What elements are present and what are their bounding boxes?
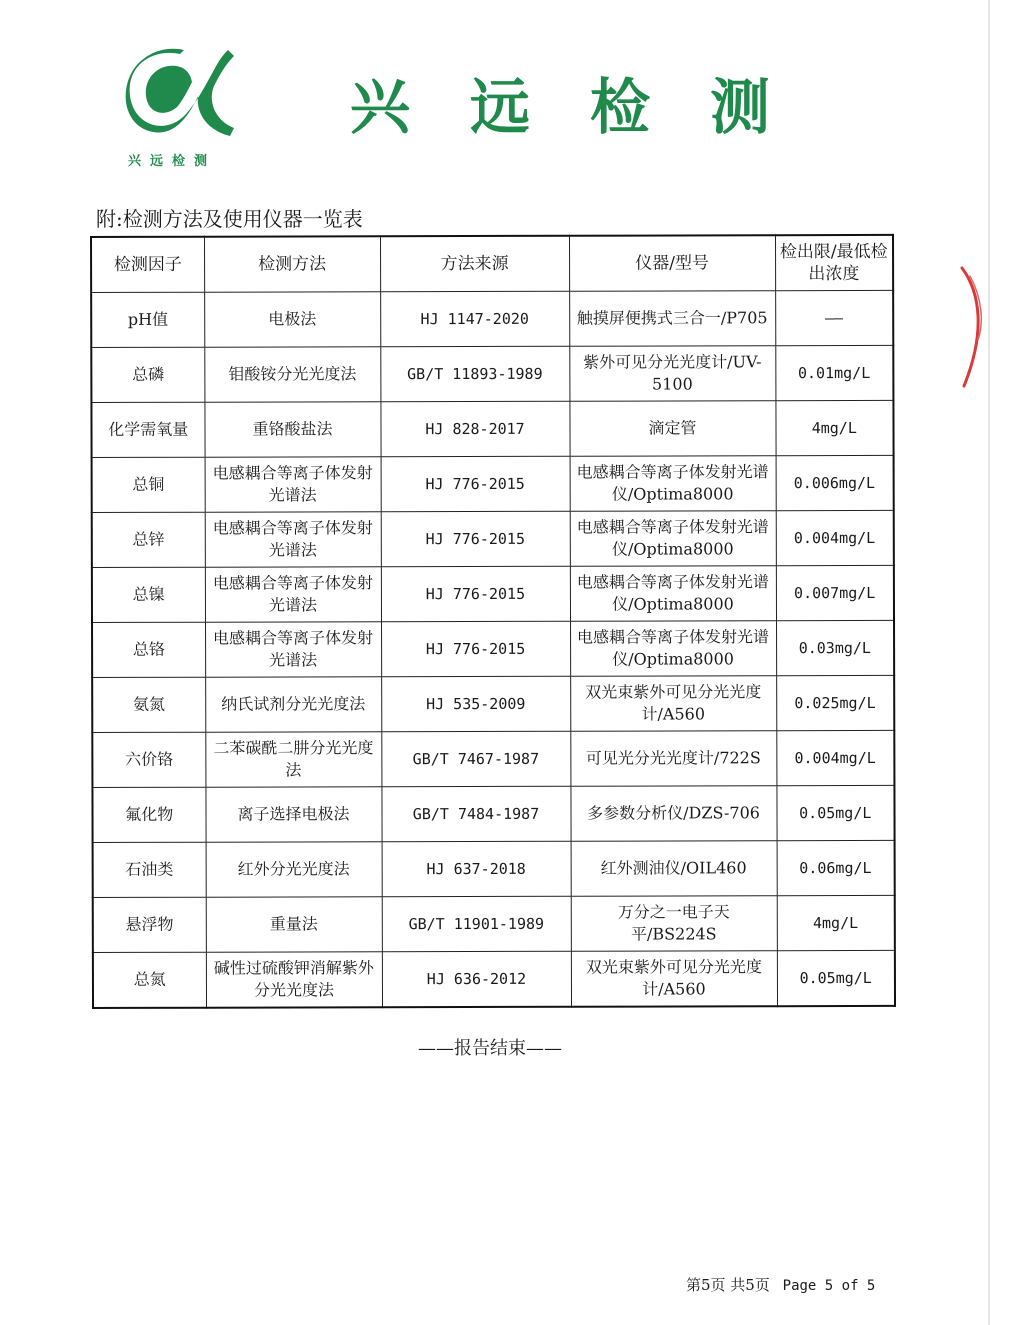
logo-caption: 兴远检测 (128, 154, 217, 169)
methods-table (90, 234, 896, 1009)
cell-method: 钼酸铵分光光度法 (204, 347, 380, 402)
cell-method: 电极法 (204, 292, 380, 347)
cell-method: 电感耦合等离子体发射光谱法 (205, 512, 381, 567)
cell-factor: 氟化物 (92, 787, 205, 842)
cell-source: HJ 776-2015 (381, 621, 570, 676)
cell-method: 离子选择电极法 (205, 787, 381, 842)
cell-limit: 0.01mg/L (775, 345, 893, 400)
cell-instrument: 电感耦合等离子体发射光谱仪/Optima8000 (570, 456, 776, 512)
cell-factor: 化学需氧量 (91, 402, 204, 457)
cell-instrument: 电感耦合等离子体发射光谱仪/Optima8000 (570, 511, 776, 567)
cell-method: 电感耦合等离子体发射光谱法 (205, 567, 381, 622)
table-row (92, 455, 894, 512)
cell-source: HJ 776-2015 (381, 511, 570, 566)
page-number-cn: 第5页 共5页 (686, 1276, 770, 1294)
report-end-marker: ——报告结束—— (418, 1038, 562, 1059)
cell-instrument: 电感耦合等离子体发射光谱仪/Optima8000 (570, 621, 776, 677)
cell-source: HJ 1147-2020 (380, 291, 569, 346)
page-footer (686, 1274, 875, 1295)
cell-source: HJ 535-2009 (381, 676, 570, 731)
cell-limit: 0.05mg/L (776, 785, 894, 840)
cell-method: 重铬酸盐法 (204, 402, 380, 457)
cell-limit: 0.004mg/L (776, 510, 894, 565)
cell-source: HJ 828-2017 (380, 401, 569, 456)
company-name-char: 测 (710, 73, 770, 143)
seal-fragment-icon (952, 262, 992, 392)
cell-source: GB/T 7467-1987 (381, 731, 570, 786)
cell-method: 电感耦合等离子体发射光谱法 (205, 457, 381, 512)
table-row (93, 895, 895, 952)
column-header: 检测因子 (91, 237, 204, 293)
cell-limit: 4mg/L (777, 895, 895, 950)
company-logo-icon (122, 44, 240, 144)
table-row (91, 400, 893, 457)
cell-limit: 0.006mg/L (776, 455, 894, 510)
cell-source: HJ 636-2012 (382, 951, 571, 1007)
table-row (92, 785, 894, 842)
cell-limit: 0.05mg/L (777, 950, 895, 1006)
cell-instrument: 双光束紫外可见分光光度计/A560 (570, 676, 776, 732)
cell-factor: 总氮 (93, 952, 206, 1008)
cell-source: GB/T 7484-1987 (381, 786, 570, 841)
table-row (91, 290, 893, 347)
cell-instrument: 可见光分光光度计/722S (570, 731, 776, 787)
cell-instrument: 触摸屏便携式三合一/P705 (569, 291, 775, 347)
cell-instrument: 滴定管 (569, 401, 775, 457)
table-title: 附:检测方法及使用仪器一览表 (96, 207, 363, 231)
cell-limit: 0.004mg/L (776, 730, 894, 785)
cell-factor: 六价铬 (92, 732, 205, 787)
column-header: 检测方法 (204, 236, 380, 292)
cell-method: 纳氏试剂分光光度法 (205, 677, 381, 732)
cell-limit: —— (775, 290, 893, 345)
cell-source: HJ 776-2015 (381, 566, 570, 621)
cell-limit: 0.007mg/L (776, 565, 894, 620)
cell-factor: 总铜 (92, 457, 205, 512)
table-row (92, 730, 894, 787)
cell-instrument: 万分之一电子天平/BS224S (571, 896, 777, 952)
cell-instrument: 双光束紫外可见分光光度计/A560 (571, 951, 777, 1007)
table-row (92, 565, 894, 622)
company-name (340, 68, 780, 148)
cell-source: GB/T 11901-1989 (382, 896, 571, 951)
cell-method: 二苯碳酰二肼分光光度法 (205, 732, 381, 787)
column-header: 仪器/型号 (569, 235, 775, 291)
table-header-row (91, 235, 893, 293)
cell-source: GB/T 11893-1989 (380, 346, 569, 401)
table-row (91, 345, 893, 402)
column-header: 检出限/最低检出浓度 (775, 235, 893, 291)
cell-factor: 总磷 (91, 347, 204, 402)
cell-factor: 总锌 (92, 512, 205, 567)
cell-source: HJ 776-2015 (381, 456, 570, 511)
cell-factor: 总镍 (92, 567, 205, 622)
cell-factor: pH值 (91, 292, 204, 347)
table-row (92, 620, 894, 677)
cell-factor: 氨氮 (92, 677, 205, 732)
cell-factor: 石油类 (93, 842, 206, 897)
cell-method: 碱性过硫酸钾消解紫外分光光度法 (206, 952, 382, 1008)
table-row (93, 950, 895, 1008)
methods-table-wrapper (90, 234, 894, 1009)
table-row (93, 840, 895, 897)
page-number-en: Page 5 of 5 (782, 1278, 876, 1294)
cell-instrument: 紫外可见分光光度计/UV-5100 (569, 346, 775, 402)
column-header: 方法来源 (380, 236, 569, 292)
table-row (92, 675, 894, 732)
cell-method: 重量法 (206, 897, 382, 952)
cell-method: 电感耦合等离子体发射光谱法 (205, 622, 381, 677)
cell-instrument: 电感耦合等离子体发射光谱仪/Optima8000 (570, 566, 776, 622)
company-name-char: 检 (590, 73, 650, 143)
company-name-char: 兴 (350, 73, 410, 143)
scan-edge-line (988, 0, 990, 1325)
cell-method: 红外分光光度法 (206, 842, 382, 897)
table-body (91, 290, 895, 1008)
cell-limit: 0.025mg/L (776, 675, 894, 730)
cell-limit: 4mg/L (775, 400, 893, 455)
cell-factor: 总铬 (92, 622, 205, 677)
cell-limit: 0.03mg/L (776, 620, 894, 675)
cell-instrument: 红外测油仪/OIL460 (571, 841, 777, 897)
company-name-char: 远 (470, 73, 530, 143)
cell-factor: 悬浮物 (93, 897, 206, 952)
cell-instrument: 多参数分析仪/DZS-706 (570, 786, 776, 842)
cell-limit: 0.06mg/L (777, 840, 895, 895)
table-row (92, 510, 894, 567)
cell-source: HJ 637-2018 (382, 841, 571, 896)
